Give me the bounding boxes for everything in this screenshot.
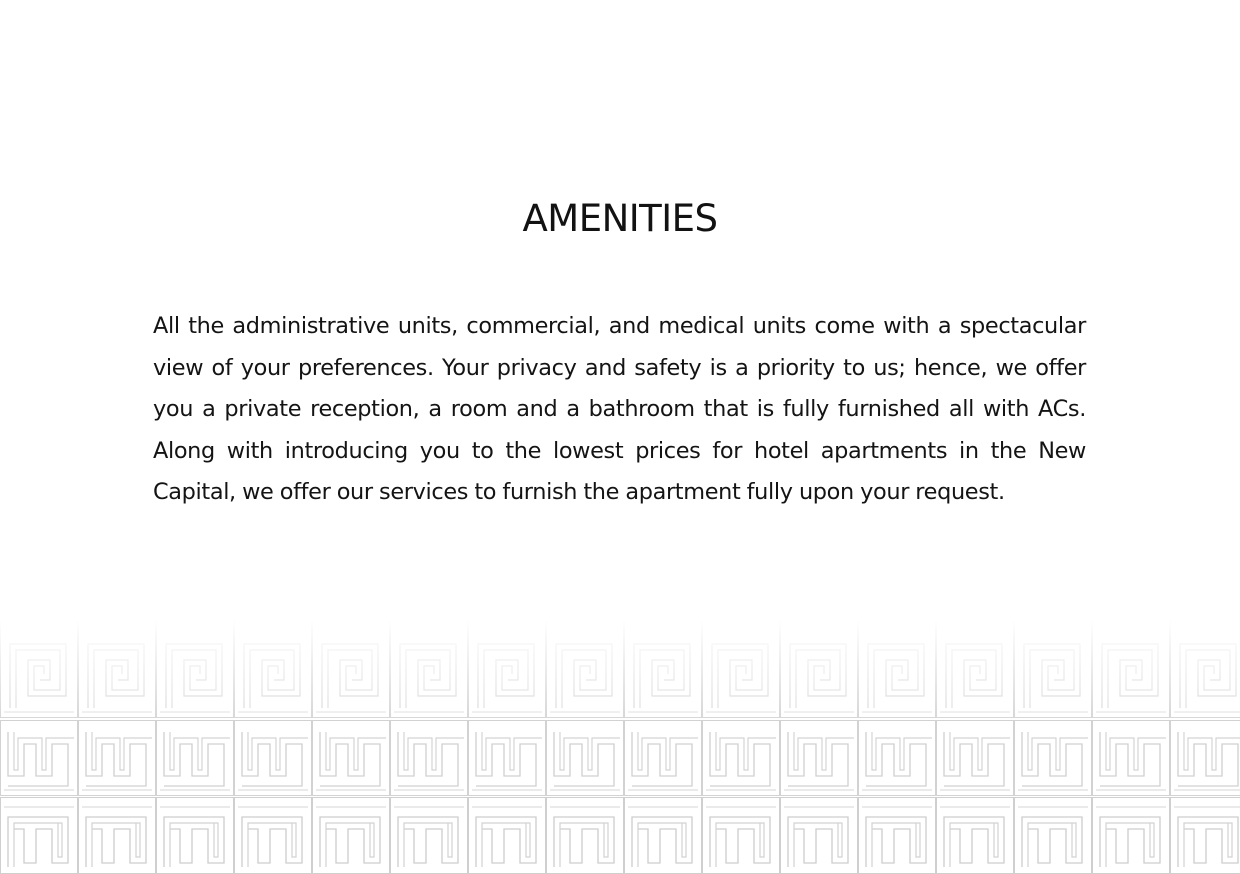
- page-title: AMENITIES: [522, 197, 718, 240]
- amenities-paragraph: All the administrative units, commercial, and medical units come with a spectacular view of your preferences. Your privacy and safety is a priority to us; hence, we offer you a private reception, a room and a bathroom that is fully furnished all with ACs. Along with introducing you to the lowest prices for hotel apartments in the New Capital, we offer our services to furnish the apartment fully upon your request.: [153, 313, 1086, 506]
- greek-key-pattern-icon: [0, 620, 1240, 874]
